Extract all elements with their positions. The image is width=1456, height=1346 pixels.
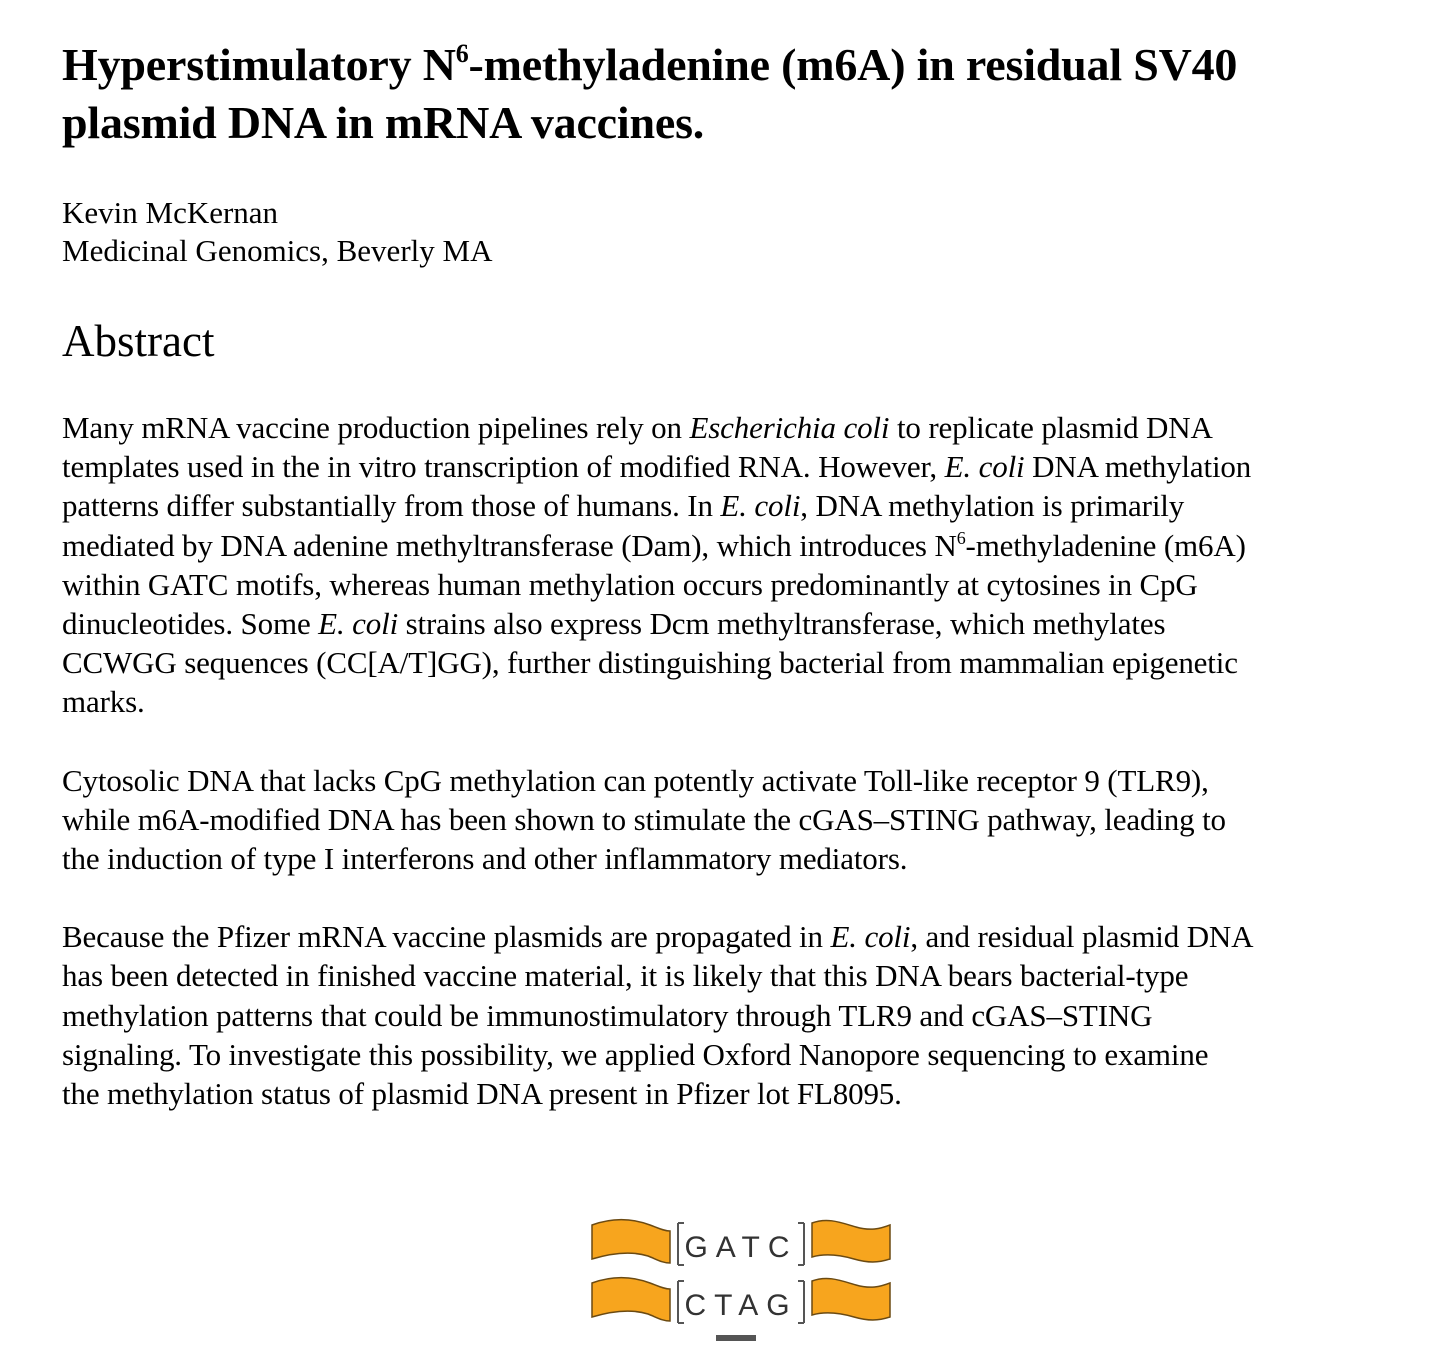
paper-title	[62, 36, 1402, 152]
title-superscript: 6	[455, 39, 469, 68]
p1-line-2: templates used in the in vitro transcription of modified RNA. However, E. coli DNA methylation	[62, 449, 1252, 485]
flag-icon	[812, 1278, 890, 1320]
p1-line-3: patterns differ substantially from those of humans. In E. coli, DNA methylation is primarily	[62, 488, 1185, 524]
bottom-strand-sequence: CTAG	[684, 1289, 798, 1322]
p3-line-1: Because the Pfizer mRNA vaccine plasmids are propagated in E. coli, and residual plasmid DNA	[62, 919, 1254, 955]
abstract-paragraph-3	[62, 917, 1402, 1113]
p1-line-4: mediated by DNA adenine methyltransferase (Dam), which introduces $N^6$-methyladenine (m6A)	[62, 527, 1246, 563]
title-line-2: plasmid DNA in mRNA vaccines.	[62, 97, 705, 148]
gatc-methylation-figure	[588, 1213, 898, 1341]
p1-line-1: Many mRNA vaccine production pipelines rely on Escherichia coli to replicate plasmid DNA	[62, 410, 1213, 445]
p3-line-2: has been detected in finished vaccine material, it is likely that this DNA bears bacterial-type	[62, 958, 1189, 994]
p3-line-4: signaling. To investigate this possibility, we applied Oxford Nanopore sequencing to examine	[62, 1036, 1209, 1072]
species-name: E. coli	[944, 449, 1025, 485]
p3-line-3: methylation patterns that could be immunostimulatory through TLR9 and cGAS–STING	[62, 997, 1153, 1033]
p2-line-2: while m6A-modified DNA has been shown to stimulate the cGAS–STING pathway, leading to	[62, 801, 1226, 837]
p3-line-5: the methylation status of plasmid DNA present in Pfizer lot FL8095.	[62, 1076, 902, 1112]
flag-icon	[592, 1278, 670, 1321]
title-line-1: Hyperstimulatory $N^6$-methyladenine (m6A) in residual SV40	[62, 39, 1238, 90]
species-name: E. coli	[318, 606, 399, 642]
author-block	[62, 194, 1402, 270]
author-name: Kevin McKernan	[62, 195, 279, 230]
p1-line-6: dinucleotides. Some E. coli strains also express Dcm methyltransferase, which methylates	[62, 606, 1166, 642]
species-name: Escherichia coli	[689, 410, 890, 445]
flag-icon	[592, 1220, 670, 1263]
methyl-marker	[716, 1335, 756, 1341]
abstract-paragraph-2	[62, 761, 1402, 879]
species-name: E. coli	[720, 488, 801, 524]
p2-line-1: Cytosolic DNA that lacks CpG methylation can potently activate Toll-like receptor 9 (TLR9),	[62, 762, 1209, 798]
p1-line-5: within GATC motifs, whereas human methylation occurs predominantly at cytosines in CpG	[62, 566, 1198, 602]
abstract-paragraph-1	[62, 408, 1402, 722]
author-affiliation: Medicinal Genomics, Beverly MA	[62, 233, 493, 268]
paper-page	[62, 36, 1402, 1113]
p2-line-3: the induction of type I interferons and other inflammatory mediators.	[62, 841, 908, 877]
p1-line-7: CCWGG sequences (CC[A/T]GG), further distinguishing bacterial from mammalian epigenetic	[62, 645, 1238, 681]
flag-icon	[812, 1220, 890, 1262]
top-strand-sequence: GATC	[684, 1231, 798, 1264]
superscript: 6	[956, 527, 966, 548]
p1-line-8: marks.	[62, 684, 145, 720]
species-name: E. coli	[830, 919, 911, 955]
gatc-figure-svg	[588, 1213, 898, 1341]
abstract-heading: Abstract	[62, 316, 215, 366]
